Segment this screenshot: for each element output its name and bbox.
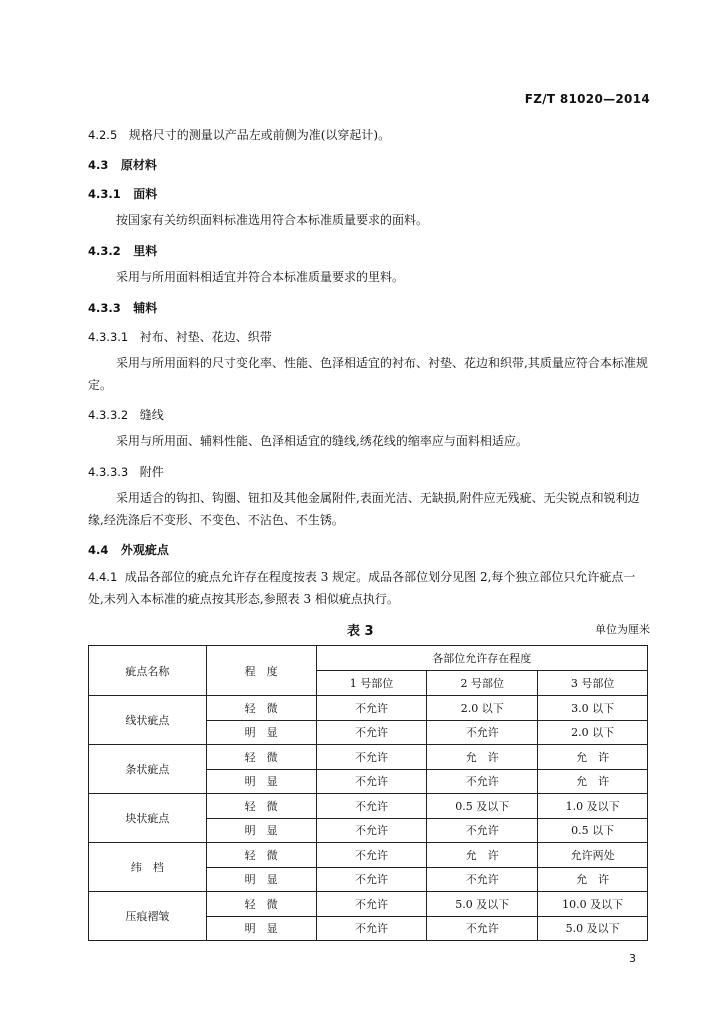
value-cell: 不允许 — [427, 769, 538, 794]
section-number: 4.4 — [88, 543, 109, 557]
value-cell: 允 许 — [538, 745, 648, 770]
section-4-3-3-3 — [88, 463, 164, 480]
degree-cell: 轻 微 — [206, 745, 316, 770]
section-4-4 — [88, 541, 169, 558]
value-cell: 不允许 — [427, 916, 538, 941]
section-number: 4.3.3 — [88, 301, 121, 315]
degree-cell: 轻 微 — [206, 794, 316, 819]
value-cell: 不允许 — [427, 867, 538, 892]
section-title: 面料 — [133, 187, 158, 201]
section-title: 衬布、衬垫、花边、织带 — [139, 330, 272, 344]
defect-name: 纬 档 — [89, 843, 207, 892]
section-4-2-5 — [88, 126, 390, 143]
degree-cell: 明 显 — [206, 769, 316, 794]
value-cell: 3.0 以下 — [538, 696, 648, 721]
value-cell: 不允许 — [316, 843, 427, 868]
table-unit: 单位为厘米 — [595, 623, 650, 636]
section-number: 4.3.1 — [88, 187, 121, 201]
header-degree: 程 度 — [206, 646, 316, 696]
value-cell: 允 许 — [538, 769, 648, 794]
value-cell: 不允许 — [316, 867, 427, 892]
section-4-3-3-1 — [88, 328, 272, 345]
section-4-3-2 — [88, 242, 157, 259]
value-cell: 0.5 以下 — [538, 818, 648, 843]
defect-table — [88, 645, 648, 941]
paragraph-text: 采用与所用面料的尺寸变化率、性能、色泽相适宜的衬布、衬垫、花边和织带,其质量应符合本标准规定。 — [88, 356, 648, 392]
defect-name: 压痕褶皱 — [89, 892, 207, 941]
section-number: 4.3 — [88, 158, 109, 172]
paragraph-4-3-3-1 — [88, 352, 648, 396]
section-title: 辅料 — [133, 301, 158, 315]
value-cell: 不允许 — [316, 794, 427, 819]
degree-cell: 轻 微 — [206, 696, 316, 721]
page-number: 3 — [629, 952, 636, 965]
paragraph-4-3-2 — [88, 266, 648, 288]
value-cell: 10.0 及以下 — [538, 892, 648, 917]
table-row — [89, 696, 648, 721]
section-number: 4.3.3.1 — [88, 330, 129, 344]
section-4-3-3-2 — [88, 406, 164, 423]
degree-cell: 明 显 — [206, 818, 316, 843]
value-cell: 不允许 — [316, 818, 427, 843]
paragraph-text: 采用与所用面、辅料性能、色泽相适宜的缝线,绣花线的缩率应与面料相适应。 — [116, 434, 528, 448]
degree-cell: 明 显 — [206, 916, 316, 941]
paragraph-4-3-3-2 — [88, 430, 648, 452]
paragraph-4-3-3-3 — [88, 487, 648, 531]
degree-cell: 轻 微 — [206, 892, 316, 917]
section-4-3-3 — [88, 299, 157, 316]
defect-name: 块状疵点 — [89, 794, 207, 843]
section-number: 4.3.3.3 — [88, 465, 129, 479]
value-cell: 不允许 — [316, 696, 427, 721]
section-number: 4.4.1 — [88, 570, 118, 584]
header-part-3: 3 号部位 — [538, 671, 648, 696]
value-cell: 不允许 — [316, 769, 427, 794]
value-cell: 不允许 — [427, 818, 538, 843]
header-part-2: 2 号部位 — [427, 671, 538, 696]
section-text: 规格尺寸的测量以产品左或前侧为准(以穿起计)。 — [128, 128, 391, 142]
section-title: 外观疵点 — [120, 543, 169, 557]
value-cell: 不允许 — [316, 892, 427, 917]
value-cell: 允 许 — [427, 843, 538, 868]
defect-name: 条状疵点 — [89, 745, 207, 794]
value-cell: 不允许 — [316, 720, 427, 745]
table-row — [89, 745, 648, 770]
header-part-1: 1 号部位 — [316, 671, 427, 696]
value-cell: 0.5 及以下 — [427, 794, 538, 819]
section-title: 缝线 — [139, 408, 164, 422]
paragraph-4-3-1 — [88, 209, 648, 231]
paragraph-body: 成品各部位的疵点允许存在程度按表 3 规定。成品各部位划分见图 2,每个独立部位只允许疵点一处,未列入本标准的疵点按其形态,参照表 3 相似疵点执行。 — [88, 570, 636, 606]
section-title: 原材料 — [120, 158, 157, 172]
value-cell: 5.0 及以下 — [538, 916, 648, 941]
value-cell: 不允许 — [427, 720, 538, 745]
paragraph-text — [88, 566, 648, 610]
value-cell: 允 许 — [427, 745, 538, 770]
value-cell: 不允许 — [316, 745, 427, 770]
section-4-3-1 — [88, 185, 157, 202]
degree-cell: 轻 微 — [206, 843, 316, 868]
table-row — [89, 843, 648, 868]
table-row — [89, 892, 648, 917]
value-cell: 2.0 以下 — [427, 696, 538, 721]
defect-name: 线状疵点 — [89, 696, 207, 745]
degree-cell: 明 显 — [206, 867, 316, 892]
value-cell: 允 许 — [538, 867, 648, 892]
section-4-3 — [88, 156, 157, 173]
section-title: 附件 — [139, 465, 164, 479]
header-group: 各部位允许存在程度 — [316, 646, 647, 671]
section-number: 4.3.3.2 — [88, 408, 129, 422]
standard-code: FZ/T 81020—2014 — [524, 92, 650, 106]
section-number: 4.3.2 — [88, 244, 121, 258]
value-cell: 1.0 及以下 — [538, 794, 648, 819]
value-cell: 2.0 以下 — [538, 720, 648, 745]
value-cell: 允许两处 — [538, 843, 648, 868]
paragraph-text: 采用与所用面料相适宜并符合本标准质量要求的里料。 — [116, 270, 405, 284]
paragraph-text: 采用适合的钩扣、钩圈、钮扣及其他金属附件,表面光洁、无缺损,附件应无残疵、无尖锐点和锐利边缘,经洗涤后不变形、不变色、不沾色、不生锈。 — [88, 491, 640, 527]
degree-cell: 明 显 — [206, 720, 316, 745]
paragraph-text: 按国家有关纺织面料标准选用符合本标准质量要求的面料。 — [116, 213, 429, 227]
table-row — [89, 794, 648, 819]
section-number: 4.2.5 — [88, 128, 118, 142]
section-title: 里料 — [133, 244, 158, 258]
header-defect-name: 疵点名称 — [89, 646, 207, 696]
value-cell: 5.0 及以下 — [427, 892, 538, 917]
table-caption: 表 3 — [347, 624, 374, 639]
value-cell: 不允许 — [316, 916, 427, 941]
paragraph-4-4-1 — [88, 566, 648, 610]
